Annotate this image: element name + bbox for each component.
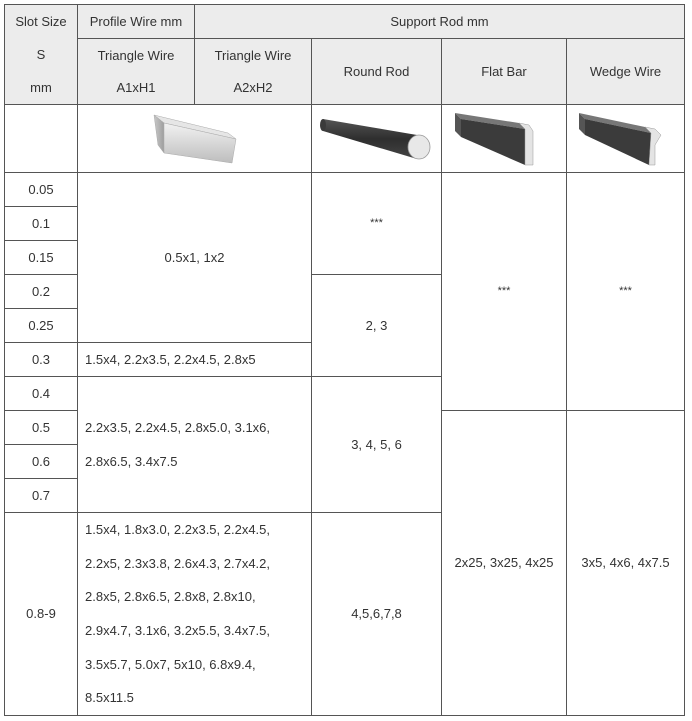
wedge-wire-group-b: 3x5, 4x6, 4x7.5 [567, 411, 685, 716]
profile-group-b: 1.5x4, 2.2x3.5, 2.2x4.5, 2.8x5 [78, 343, 312, 377]
triangle-wire-2-label: Triangle Wire [214, 47, 292, 63]
round-rod-group-c: 3, 4, 5, 6 [312, 377, 442, 513]
profile-group-d-line: 2.9x4.7, 3.1x6, 3.2x5.5, 3.4x7.5, [85, 623, 271, 638]
slot-mm-label: mm [30, 79, 52, 95]
profile-group-d [78, 513, 312, 716]
slot-cell: 0.2 [5, 275, 78, 309]
flat-bar-image-cell [442, 105, 567, 173]
triangle-wire-1-label: Triangle Wire [97, 47, 175, 63]
profile-group-d-line: 2.8x5, 2.8x6.5, 2.8x8, 2.8x10, [85, 589, 256, 605]
profile-group-d-line: 2.2x5, 2.3x3.8, 2.6x4.3, 2.7x4.2, [85, 555, 271, 571]
slot-cell: 0.6 [5, 445, 78, 479]
flat-bar-header: Flat Bar [442, 39, 567, 105]
slot-cell: 0.5 [5, 411, 78, 445]
specification-table [4, 4, 685, 716]
round-rod-group-a: *** [312, 173, 442, 275]
slot-cell: 0.3 [5, 343, 78, 377]
wedge-wire-group-a: *** [567, 173, 685, 411]
profile-group-c-line: 2.8x6.5, 3.4x7.5 [85, 453, 178, 469]
slot-s-label: S [36, 46, 46, 62]
round-rod-icon [317, 109, 437, 169]
slot-size-header [5, 5, 78, 105]
profile-wire-header: Profile Wire mm [78, 5, 195, 39]
round-rod-group-b: 2, 3 [312, 275, 442, 377]
wedge-wire-icon [571, 109, 681, 169]
slot-cell: 0.8-9 [5, 513, 78, 716]
slot-cell: 0.15 [5, 241, 78, 275]
support-rod-header: Support Rod mm [195, 5, 685, 39]
profile-group-c [78, 377, 312, 513]
triangle-wire-2-dim: A2xH2 [233, 79, 273, 95]
flat-bar-icon [449, 109, 559, 169]
triangle-wire-icon [150, 111, 240, 167]
round-rod-group-d: 4,5,6,7,8 [312, 513, 442, 716]
triangle-wire-1-header [78, 39, 195, 105]
profile-group-a: 0.5x1, 1x2 [78, 173, 312, 343]
profile-group-d-line: 8.5x11.5 [85, 690, 134, 706]
triangle-wire-1-dim: A1xH1 [116, 79, 156, 95]
triangle-wire-2-header [195, 39, 312, 105]
slot-cell: 0.4 [5, 377, 78, 411]
slot-cell: 0.25 [5, 309, 78, 343]
profile-group-c-line: 2.2x3.5, 2.2x4.5, 2.8x5.0, 3.1x6, [85, 419, 271, 435]
flat-bar-group-b: 2x25, 3x25, 4x25 [442, 411, 567, 716]
flat-bar-group-a: *** [442, 173, 567, 411]
profile-group-d-line: 3.5x5.7, 5.0x7, 5x10, 6.8x9.4, [85, 656, 256, 672]
round-rod-image-cell [312, 105, 442, 173]
wedge-wire-image-cell [567, 105, 685, 173]
profile-group-d-line: 1.5x4, 1.8x3.0, 2.2x3.5, 2.2x4.5, [85, 522, 271, 538]
triangle-wire-image-cell [78, 105, 312, 173]
round-rod-header: Round Rod [312, 39, 442, 105]
slot-size-label: Slot Size [15, 13, 67, 29]
slot-cell: 0.05 [5, 173, 78, 207]
slot-cell: 0.7 [5, 479, 78, 513]
wedge-wire-header: Wedge Wire [567, 39, 685, 105]
slot-cell: 0.1 [5, 207, 78, 241]
slot-image-cell [5, 105, 78, 173]
